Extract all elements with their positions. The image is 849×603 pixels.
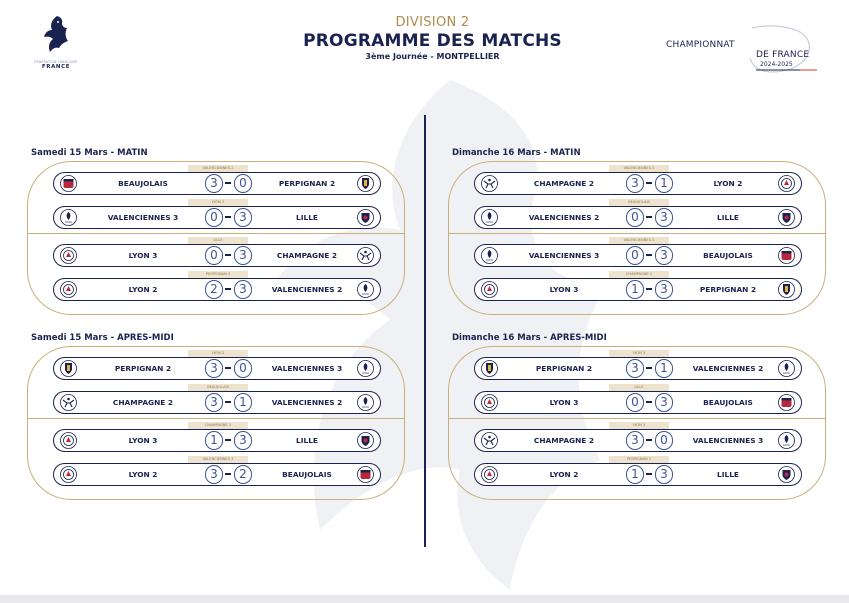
away-score: 0 [655,431,673,450]
score-dash [646,254,652,256]
home-team: BEAUJOLAIS [118,179,168,188]
away-team: LILLE [296,436,318,445]
match-row [53,166,381,195]
section-frame [448,346,826,500]
home-team: PERPIGNAN 2 [535,364,593,373]
away-team: BEAUJOLAIS [703,398,753,407]
score-dash [646,216,652,218]
home-team: VALENCIENNES 2 [528,213,600,222]
valenciennes-logo-icon [481,209,498,226]
home-score: 3 [626,174,644,193]
section-frame [27,161,405,315]
home-score: 3 [205,393,223,412]
referee-label: LYON 2 [188,350,248,357]
lyon-logo-icon [60,247,77,264]
referee-label: PERPIGNAN 2 [188,271,248,278]
page-subtitle: 3ème Journée - MONTPELLIER [365,52,500,61]
score-dash [225,182,231,184]
referee-label: BEAUJOLAIS [188,384,248,391]
match-row [474,385,802,414]
match-row [53,200,381,229]
away-team: LILLE [717,213,739,222]
champagne-logo-icon [357,247,374,264]
match-row [53,238,381,267]
away-score: 3 [234,280,252,299]
federation-logo [34,14,78,76]
perpignan-logo-icon [60,360,77,377]
match-row [474,457,802,486]
match-row [474,238,802,267]
beaujolais-logo-icon [778,247,795,264]
division-title: DIVISION 2 [395,15,470,30]
home-score: 3 [205,465,223,484]
match-section [27,147,405,315]
lille-logo-icon [357,432,374,449]
valenciennes-logo-icon [778,360,795,377]
match-row [474,423,802,452]
away-score: 3 [655,280,673,299]
home-score: 3 [626,431,644,450]
away-score: 1 [655,174,673,193]
match-section [448,332,826,500]
beaujolais-logo-icon [357,466,374,483]
away-team: VALENCIENNES 2 [271,398,343,407]
match-section [448,147,826,315]
home-team: LYON 3 [128,251,158,260]
match-row [474,351,802,380]
score-dash [225,439,231,441]
valenciennes-logo-icon [357,394,374,411]
valenciennes-logo-icon [357,360,374,377]
rooster-watermark-icon [150,60,710,600]
away-score: 2 [234,465,252,484]
lyon-logo-icon [60,432,77,449]
home-score: 0 [205,208,223,227]
away-team: LILLE [717,470,739,479]
valenciennes-logo-icon [357,281,374,298]
referee-label: LYON 2 [188,199,248,206]
away-team: VALENCIENNES 3 [271,364,343,373]
home-team: CHAMPAGNE 2 [533,179,595,188]
score-dash [225,254,231,256]
home-team: LYON 2 [549,470,579,479]
home-team: LYON 2 [128,470,158,479]
section-title: Samedi 15 Mars - MATIN [31,148,148,158]
home-score: 1 [626,280,644,299]
frame-divider [28,233,404,234]
away-team: PERPIGNAN 2 [278,179,336,188]
away-team: CHAMPAGNE 2 [276,251,338,260]
match-row [53,423,381,452]
match-row [53,272,381,301]
perpignan-logo-icon [357,175,374,192]
score-dash [646,367,652,369]
away-team: BEAUJOLAIS [703,251,753,260]
home-team: LYON 2 [128,285,158,294]
frame-divider [449,233,825,234]
home-score: 0 [626,208,644,227]
section-title: Dimanche 16 Mars - APRES-MIDI [452,333,607,343]
referee-label: BEAUJOLAIS [609,199,669,206]
valenciennes-logo-icon [60,209,77,226]
lyon-logo-icon [481,466,498,483]
away-team: VALENCIENNES 2 [692,364,764,373]
champagne-logo-icon [481,175,498,192]
score-dash [225,367,231,369]
section-frame [448,161,826,315]
home-score: 1 [205,431,223,450]
champagne-logo-icon [60,394,77,411]
referee-label: LILLE [188,237,248,244]
rooster-logo-icon [41,14,71,54]
home-team: PERPIGNAN 2 [114,364,172,373]
lille-logo-icon [778,209,795,226]
referee-label: VALENCIENNES 3 [188,456,248,463]
referee-label: CHAMPAGNE 2 [609,271,669,278]
lille-logo-icon [357,209,374,226]
referee-label: CHAMPAGNE 2 [188,422,248,429]
lyon-logo-icon [60,281,77,298]
perpignan-logo-icon [481,360,498,377]
home-score: 1 [626,465,644,484]
match-row [53,457,381,486]
score-dash [225,288,231,290]
page-header [250,15,615,62]
section-title: Dimanche 16 Mars - MATIN [452,148,581,158]
away-score: 3 [655,208,673,227]
away-team: PERPIGNAN 2 [699,285,757,294]
column-divider [424,115,426,547]
home-team: VALENCIENNES 3 [528,251,600,260]
beaujolais-logo-icon [778,394,795,411]
away-score: 3 [234,431,252,450]
lille-logo-icon [778,466,795,483]
footer-bar [0,595,849,603]
france-text: FRANCE [41,64,71,70]
lyon-logo-icon [60,466,77,483]
championship-line2: DE FRANCE [756,50,810,60]
section-title: Samedi 15 Mars - APRES-MIDI [31,333,174,343]
score-dash [225,216,231,218]
score-dash [646,473,652,475]
away-score: 1 [234,393,252,412]
away-score: 3 [234,208,252,227]
score-dash [225,473,231,475]
frame-divider [28,418,404,419]
score-dash [225,401,231,403]
championship-logo [660,22,825,82]
beaujolais-logo-icon [60,175,77,192]
home-score: 0 [205,246,223,265]
away-team: VALENCIENNES 3 [692,436,764,445]
match-row [474,200,802,229]
page-title: PROGRAMME DES MATCHS [303,31,562,51]
home-team: VALENCIENNES 3 [107,213,179,222]
federation-text: FÉDÉRATION FRANÇAISE [34,60,78,64]
home-team: CHAMPAGNE 2 [112,398,174,407]
referee-label: VALENCIENNES 2 [609,237,669,244]
valenciennes-logo-icon [481,247,498,264]
score-dash [646,401,652,403]
referee-label: LYON 3 [609,350,669,357]
referee-label: LYON 2 [609,422,669,429]
home-team: CHAMPAGNE 2 [533,436,595,445]
score-dash [646,439,652,441]
referee-label: VALENCIENNES 3 [609,165,669,172]
match-row [53,351,381,380]
home-score: 3 [205,174,223,193]
away-team: LILLE [296,213,318,222]
away-score: 3 [655,393,673,412]
home-score: 3 [626,359,644,378]
away-team: VALENCIENNES 2 [271,285,343,294]
championship-line1: CHAMPIONNAT [666,40,735,50]
valenciennes-logo-icon [778,432,795,449]
lyon-logo-icon [481,281,498,298]
lyon-logo-icon [778,175,795,192]
away-team: LYON 2 [713,179,743,188]
away-score: 0 [234,174,252,193]
frame-divider [449,418,825,419]
match-row [474,166,802,195]
match-section [27,332,405,500]
home-score: 0 [626,393,644,412]
away-score: 3 [655,246,673,265]
champagne-logo-icon [481,432,498,449]
away-score: 1 [655,359,673,378]
perpignan-logo-icon [778,281,795,298]
score-dash [646,288,652,290]
home-team: LYON 3 [128,436,158,445]
away-score: 0 [234,359,252,378]
away-team: BEAUJOLAIS [282,470,332,479]
referee-label: LILLE [609,384,669,391]
away-score: 3 [655,465,673,484]
home-score: 3 [205,359,223,378]
lyon-logo-icon [481,394,498,411]
home-score: 0 [626,246,644,265]
home-team: LYON 3 [549,398,579,407]
score-dash [646,182,652,184]
away-score: 3 [234,246,252,265]
home-team: LYON 3 [549,285,579,294]
referee-label: VALENCIENNES 2 [188,165,248,172]
home-score: 2 [205,280,223,299]
season-label: 2024-2025 [760,61,793,68]
section-frame [27,346,405,500]
match-row [53,385,381,414]
referee-label: PERPIGNAN 2 [609,456,669,463]
match-row [474,272,802,301]
